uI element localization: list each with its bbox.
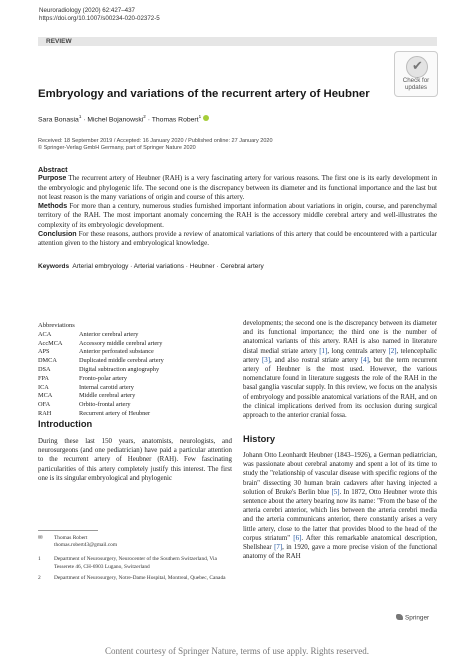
courtesy-notice: Content courtesy of Springer Nature, terms of use apply. Rights reserved. — [104, 646, 370, 656]
bookmark-icon: ✔ — [412, 58, 423, 73]
abstract-heading: Abstract — [38, 165, 68, 174]
abbreviation-row — [38, 401, 164, 410]
abbreviation-term: MCA — [38, 392, 53, 400]
copyright-line: © Springer-Verlag GmbH Germany, part of Springer Nature 2020 — [38, 145, 196, 152]
introduction-heading: Introduction — [38, 419, 93, 429]
purpose-text: The recurrent artery of Heubner (RAH) is a very fascinating artery for various reasons. The first one is its early development in the embryologic and phylogenic life. The second one is the discrepancy between its diameter and its functional importance and the last but not least reason is the many variations of origin and course of this artery. — [38, 174, 437, 201]
badge-line-1: Check for — [402, 77, 430, 84]
springer-horse-icon — [396, 614, 403, 620]
author-name[interactable]: Sara Bonasia — [38, 116, 79, 124]
abbreviation-definition: Anterior perforated substance — [79, 348, 154, 356]
history-text — [243, 451, 437, 561]
introduction-text: During these last 150 years, anatomists, neurologists, and neurosurgeons (and one pediatrician) have paid a particular attention to the recurrent artery of Heubner (RAH). Few fascinating particularities of this artery completely justify this interest. The first one is its singular embryological and phylogenic — [38, 438, 232, 482]
abbreviation-term: ICA — [38, 383, 49, 391]
keywords-text: Arterial embryology · Arterial variations · Heubner · Cerebral artery — [72, 263, 264, 270]
abbreviation-definition: Accessory middle cerebral artery — [79, 339, 163, 347]
journal-header — [39, 7, 160, 23]
abbreviation-row — [38, 348, 164, 357]
citation-link[interactable]: [4] — [360, 356, 369, 364]
abbreviation-row — [38, 392, 164, 401]
author-name[interactable]: Thomas Robert — [151, 116, 199, 124]
contact-name: Thomas Robert — [54, 535, 88, 541]
abbreviation-term: OFA — [38, 401, 51, 409]
abbreviation-row — [38, 366, 164, 375]
citation-link[interactable]: [6] — [293, 534, 302, 542]
footnote-number: 2 — [38, 574, 41, 581]
paragraph-segment: , but the term recurrent artery of Heubner is the most used. However, the various nomenclature found in literature suggests the role of the RAH in the basal ganglia vascular supply. In this review, we focus on the analysis of embryology and possible anatomical variations of the RAH, and on the clinical implications derived from its occlusion during surgical approach to the anterior cranial fossa. — [243, 356, 438, 420]
journal-citation: Neuroradiology (2020) 62:427–437 — [39, 7, 135, 14]
paragraph-segment: . After this remarkable anatomical description, Shellshear — [243, 534, 437, 552]
publisher-logo — [396, 614, 429, 622]
section-label-bar — [38, 37, 437, 46]
affiliation-mark: 1 — [78, 114, 82, 119]
abstract-conclusion — [38, 230, 437, 249]
abbreviations-table — [38, 331, 164, 419]
methods-text: For more than a century, numerous studies furnished important information about variations in origin, course, and parenchymal territory of the RAH. The most important anomaly concerning the RAH is the accessory middle cerebral artery and well-illustrates the complexity of its embryologic development. — [38, 202, 437, 229]
citation-link[interactable]: [1] — [319, 347, 328, 355]
affiliation-2 — [38, 575, 232, 582]
author-list: Sara Bonasia$^1$ · Michel Bojanowski$^2$ · Thomas Robert$^1$ — [38, 114, 209, 123]
paragraph-segment: Johann Otto Leonhardt Heubner (1843–1926), a German pediatrician, was passionate about cerebral anatomy and spent a lot of its time to study the "relationship of vascular disease with specific regions of the brain" dissecting 30 human brain cadavers after having injected a solution of Bruke's Berlin blue — [243, 452, 437, 496]
citation-link[interactable]: [2] — [388, 347, 397, 355]
check-for-updates-badge[interactable] — [394, 51, 438, 97]
abbreviation-definition: Recurrent artery of Heubner — [79, 409, 151, 417]
citation-link[interactable]: [3] — [262, 356, 271, 364]
footnote-number: 1 — [38, 556, 41, 563]
footnote-divider — [38, 530, 98, 531]
affiliation-mark: 2 — [143, 114, 146, 119]
abbreviation-term: ACA — [38, 330, 52, 338]
abstract-methods — [38, 202, 437, 230]
abbreviation-row — [38, 384, 164, 393]
abbreviation-row — [38, 375, 164, 384]
abbreviation-definition: Internal carotid artery — [79, 383, 134, 391]
abbreviation-definition: Duplicated middle cerebral artery — [79, 357, 164, 365]
author-name[interactable]: Michel Bojanowski — [87, 116, 144, 124]
doi-link[interactable]: https://doi.org/10.1007/s00234-020-02372-5 — [39, 15, 160, 22]
section-label: REVIEW — [46, 37, 72, 45]
abbreviation-definition: Digital subtraction angiography — [79, 365, 160, 373]
abbreviation-row — [38, 410, 164, 419]
publication-dates — [38, 138, 273, 153]
purpose-label: Purpose — [38, 174, 67, 183]
affiliation-text: Department of Neurosurgery, Notre-Dame Hospital, Montreal, Quebec, Canada — [54, 574, 226, 581]
envelope-icon: ✉ — [38, 535, 43, 541]
abbreviation-term: AccMCA — [38, 339, 63, 347]
abbreviations-block — [38, 322, 164, 419]
paragraph-segment: , in 1920, gave a more precise vision of the functional anatomy of the RAH — [243, 544, 437, 561]
citation-link[interactable]: [7] — [274, 544, 283, 552]
methods-label: Methods — [38, 202, 68, 211]
abbreviations-title: Abbreviations — [38, 322, 75, 329]
abstract-purpose — [38, 174, 437, 202]
abbreviation-row — [38, 340, 164, 349]
abstract — [38, 165, 437, 249]
affiliation-text: Department of Neurosurgery, Neurocenter of the Southern Switzerland, Via Tesserete 46, CH-6903 Lugano, Switzerland — [54, 556, 217, 570]
affiliation-mark: 1 — [198, 114, 202, 119]
orcid-icon[interactable] — [203, 115, 209, 121]
paragraph-segment: . In 1872, Otto Heubner wrote this sentence about the artery bearing now its name: "From the base of the arteria cerebri anterior, which lies between the arteria cerebri media and the arteria communicans anterior, there constantly arises a very little artery, close to the latter that provides blood to the head of the corpus striatum" — [243, 488, 437, 542]
abbreviation-definition: Orbito-frontal artery — [79, 401, 131, 409]
abbreviation-term: APS — [38, 348, 50, 356]
abbreviation-term: FPA — [38, 374, 49, 382]
affiliation-1 — [38, 556, 232, 570]
publisher-name: Springer — [405, 614, 430, 622]
conclusion-label: Conclusion — [38, 230, 77, 239]
abbreviation-definition: Anterior cerebral artery — [79, 330, 139, 338]
history-heading: History — [243, 434, 276, 444]
paragraph-segment: , and also rostral striate artery — [270, 356, 361, 364]
badge-line-2: updates — [404, 84, 428, 91]
dates-line: Received: 18 September 2019 / Accepted: 16 January 2020 / Published online: 27 January 2020 — [38, 138, 273, 144]
abbreviation-definition: Middle cerebral artery — [79, 392, 136, 400]
paragraph-segment: , long centrals artery — [327, 347, 389, 355]
abbreviation-row — [38, 357, 164, 366]
abbreviation-term: DMCA — [38, 357, 57, 365]
keywords — [38, 262, 437, 271]
contact-email[interactable]: thomas.robert43@gmail.com — [54, 542, 118, 549]
keywords-label: Keywords — [38, 263, 70, 270]
right-column-text — [243, 319, 437, 420]
abbreviation-term: RAH — [38, 409, 52, 417]
abbreviation-row — [38, 331, 164, 340]
corresponding-author — [38, 535, 232, 549]
abbreviation-definition: Fronto-polar artery — [79, 374, 128, 382]
citation-link[interactable]: [5] — [331, 488, 340, 496]
conclusion-text: For these reasons, authors provide a review of anatomical variations of this artery that could be encountered with a particular attention given to the history and embryological knowledge. — [38, 230, 437, 248]
paragraph-segment: developments; the second one is the discrepancy between its diameter and its functional importance; the third one is the number of anatomical variants of this artery. RAH is also named in literature distal medial striate artery — [243, 320, 437, 355]
paragraph-segment: , telencephalic artery — [243, 347, 437, 364]
article-title: Embryology and variations of the recurrent artery of Heubner — [38, 88, 370, 100]
footnotes — [38, 535, 232, 582]
abbreviation-term: DSA — [38, 365, 51, 373]
